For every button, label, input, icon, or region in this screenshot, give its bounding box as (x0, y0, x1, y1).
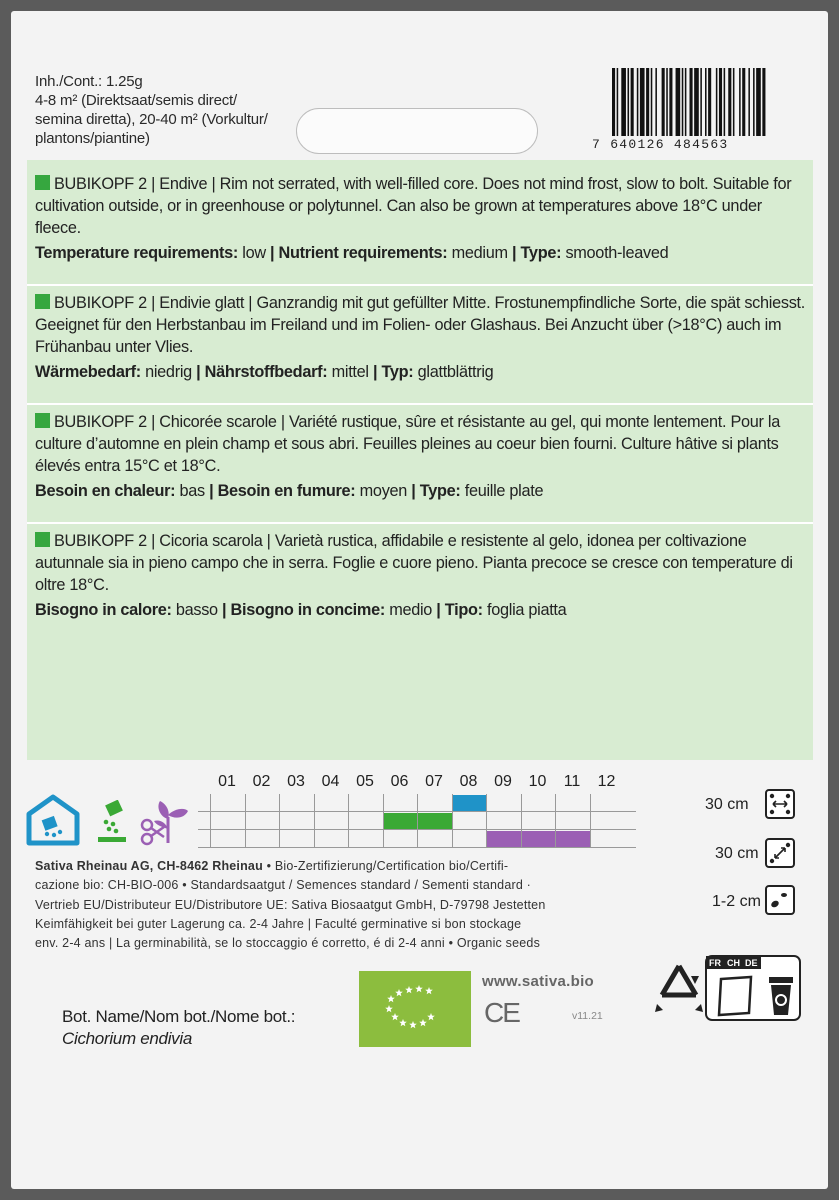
greenhouse-sowing-icon (26, 794, 80, 846)
sowing-depth-icon (765, 885, 795, 915)
contents-line: semina diretta), 20-40 m² (Vorkultur/ (35, 111, 268, 128)
requirements-line: Temperature requirements: low | Nutrient requirements: medium | Type: smooth-leaved (35, 244, 669, 262)
barcode-bar (621, 68, 626, 136)
requirements-line: Wärmebedarf: niedrig | Nährstoffbedarf: mittel | Typ: glattblättrig (35, 363, 494, 381)
barcode-bar (685, 68, 687, 136)
calendar-cell (521, 812, 555, 830)
calendar-cell (590, 830, 624, 848)
ce-mark: CE (484, 997, 519, 1028)
calendar-row (198, 812, 636, 830)
barcode-bar (640, 68, 645, 136)
req-label: Besoin en fumure: (217, 482, 356, 500)
calendar-cell (417, 830, 451, 848)
req-value: foglia piatta (487, 601, 567, 619)
barcode-bar (628, 68, 630, 136)
barcode-bar (646, 68, 649, 136)
contents-line: Inh./Cont.: 1.25g (35, 73, 143, 90)
barcode-bar (733, 68, 735, 136)
recycle-disposal-icon (705, 955, 801, 1021)
barcode-image (612, 68, 817, 136)
req-label: Temperature requirements: (35, 244, 239, 262)
green-square-icon (35, 175, 50, 190)
calendar-period-fill (522, 831, 556, 847)
calendar-cell (210, 794, 244, 812)
calendar-cell (245, 830, 279, 848)
barcode-bar (762, 68, 765, 136)
section-divider (27, 522, 813, 524)
barcode-bar (662, 68, 665, 136)
company-info (35, 857, 635, 953)
section-intro: BUBIKOPF 2 | Cicoria scarola | Varietà rustica, affidabile e resistente al gelo, idonea per coltivazione autunnale sia in pieno campo che in serra. Foglie e cuore pieno. Pianta precoce se cresce con temperature di oltre 18°C. (35, 532, 793, 594)
barcode-bar (719, 68, 722, 136)
calendar-month-label: 05 (356, 773, 374, 790)
harvest-icon (138, 795, 190, 847)
calendar-month-label: 12 (597, 773, 616, 790)
calendar-month-label: 03 (287, 773, 305, 790)
company-name: Sativa Rheinau AG, CH-8462 Rheinau (35, 859, 263, 873)
calendar-cell (279, 794, 313, 812)
calendar-month-label: 01 (218, 773, 236, 790)
country-code-fr: FR (709, 958, 721, 968)
section-divider (27, 284, 813, 286)
req-label: Besoin en chaleur: (35, 482, 176, 500)
section-english (35, 173, 805, 264)
barcode-bar (705, 68, 707, 136)
barcode-bar (666, 68, 668, 136)
req-value: basso (175, 601, 218, 619)
req-label: Type: (520, 244, 562, 262)
barcode-bar (690, 68, 693, 136)
req-label: Typ: (381, 363, 414, 381)
calendar-cell (590, 794, 624, 812)
calendar-month-label: 11 (563, 773, 581, 790)
calendar-cell (555, 812, 589, 830)
barcode-bar (742, 68, 745, 136)
barcode-bar (637, 68, 639, 136)
barcode-bar (682, 68, 684, 136)
calendar-row (198, 830, 636, 848)
req-label: Nutrient requirements: (278, 244, 448, 262)
calendar-cell (452, 812, 486, 830)
eu-star (425, 987, 433, 994)
calendar-period-fill (384, 813, 418, 829)
row-spacing-icon (765, 789, 795, 819)
calendar-cell (348, 794, 382, 812)
section-german (35, 292, 805, 383)
plant-spacing-icon (765, 838, 795, 868)
calendar-cell (314, 812, 348, 830)
req-value: feuille plate (464, 482, 544, 500)
barcode-bar (612, 68, 615, 136)
contents-info (35, 72, 268, 148)
spacing-row-label: 30 cm (705, 796, 749, 813)
eu-star (405, 986, 413, 993)
calendar-cell (555, 794, 589, 812)
calendar-cell (383, 794, 417, 812)
barcode-bar (700, 68, 702, 136)
calendar-month-label: 02 (252, 773, 271, 790)
req-label: Tipo: (444, 601, 483, 619)
barcode-bar (676, 68, 681, 136)
barcode-bar (655, 68, 657, 136)
calendar-cell (279, 830, 313, 848)
barcode-bar (617, 68, 619, 136)
barcode-bar (753, 68, 755, 136)
hang-hole (296, 108, 538, 154)
barcode-bar (739, 68, 741, 136)
calendar-cell (590, 812, 624, 830)
calendar-cell (245, 812, 279, 830)
calendar-cell (383, 830, 417, 848)
barcode-bar (728, 68, 731, 136)
calendar-cell (417, 794, 451, 812)
req-value: medium (451, 244, 508, 262)
company-text: Vertrieb EU/Distributeur EU/Distributore UE: Sativa Biosaatgut GmbH, D-79798 Jestetten (35, 897, 546, 912)
calendar-cell (486, 812, 520, 830)
eu-star (415, 985, 423, 992)
barcode-bar (724, 68, 726, 136)
req-label: Wärmebedarf: (35, 363, 141, 381)
barcode-bar (748, 68, 750, 136)
green-square-icon (35, 294, 50, 309)
calendar-cell (245, 794, 279, 812)
calendar-cell (348, 812, 382, 830)
green-square-icon (35, 413, 50, 428)
eu-star (385, 1005, 393, 1012)
calendar-cell (348, 830, 382, 848)
req-value: smooth-leaved (565, 244, 669, 262)
eu-star (419, 1019, 427, 1026)
section-italian (35, 530, 805, 621)
req-label: Bisogno in concime: (230, 601, 385, 619)
requirements-line: Bisogno in calore: basso | Bisogno in concime: medio | Tipo: foglia piatta (35, 601, 567, 619)
barcode-bar (631, 68, 634, 136)
section-divider (27, 403, 813, 405)
req-value: glattblättrig (417, 363, 494, 381)
calendar-month-label: 08 (459, 773, 478, 790)
barcode-bar (716, 68, 718, 136)
req-value: bas (179, 482, 205, 500)
barcode-bar (669, 68, 672, 136)
botanical-name-value: Cichorium endivia (62, 1029, 193, 1048)
section-intro: BUBIKOPF 2 | Endive | Rim not serrated, with well-filled core. Does not mind frost, slow to bolt. Suitable for cultivation outside, or in greenhouse or polytunnel. Can also be grown at temperatures above 18°C under fleece. (35, 175, 792, 237)
calendar-row-line (198, 847, 636, 848)
calendar-cell (279, 812, 313, 830)
eu-star (387, 995, 395, 1002)
eu-star (391, 1013, 399, 1020)
calendar-cell (452, 830, 486, 848)
section-intro: BUBIKOPF 2 | Endivie glatt | Ganzrandig mit gut gefüllter Mitte. Frostunempfindliche Sorte, die spät schiesst. Geeignet für den Herbstanbau im Freiland und im Folien- oder Glashaus. Bei Anzucht über (>18°C) auch im Frühanbau unter Vlies. (35, 294, 805, 356)
calendar-cell (486, 794, 520, 812)
eu-organic-logo (359, 971, 471, 1047)
calendar-month-label: 07 (425, 773, 443, 790)
eu-star (409, 1021, 417, 1028)
country-code-de: DE (745, 958, 758, 968)
req-label: Bisogno in calore: (35, 601, 172, 619)
sowing-depth-label: 1-2 cm (712, 893, 761, 910)
company-text: Keimfähigkeit bei guter Lagerung ca. 2-4 Jahre | Faculté germinative si bon stockage (35, 916, 522, 931)
req-value: medio (389, 601, 433, 619)
calendar-cell (314, 794, 348, 812)
calendar-month-label: 10 (528, 773, 547, 790)
barcode-bar (756, 68, 761, 136)
calendar-cell (210, 830, 244, 848)
calendar-cell (314, 830, 348, 848)
req-label: Type: (419, 482, 461, 500)
calendar-cell (521, 794, 555, 812)
botanical-name (62, 1006, 295, 1050)
calendar-month-label: 04 (321, 773, 340, 790)
barcode-bar (708, 68, 711, 136)
contents-line: 4-8 m² (Direktsaat/semis direct/ (35, 92, 237, 109)
botanical-name-label: Bot. Name/Nom bot./Nome bot.: (62, 1007, 296, 1026)
calendar-period-fill (418, 813, 452, 829)
req-value: low (242, 244, 266, 262)
company-text: env. 2-4 ans | La germinabilità, se lo stoccaggio é corretto, é di 2-4 anni • Organic seeds (35, 936, 541, 951)
eu-star (427, 1013, 435, 1020)
outdoor-sowing-icon (94, 800, 130, 844)
calendar-period-fill (453, 795, 487, 811)
eu-star (395, 989, 403, 996)
recycling-icon (651, 962, 707, 1014)
barcode-bar (651, 68, 653, 136)
req-value: mittel (331, 363, 369, 381)
requirements-line: Besoin en chaleur: bas | Besoin en fumure: moyen | Type: feuille plate (35, 482, 544, 500)
calendar-period-fill (487, 831, 521, 847)
calendar-month-label: 06 (390, 773, 409, 790)
green-square-icon (35, 532, 50, 547)
section-intro: BUBIKOPF 2 | Chicorée scarole | Variété rustique, sûre et résistante au gel, qui monte lentement. Pour la culture d’automne en plein champ et sous abri. Feuilles pleines au coeur bien fourni. Culture hâtive si plants élevés entra 15°C et 18°C. (35, 413, 780, 475)
company-text: • Bio-Zertifizierung/Certification bio/Certifi- (262, 859, 509, 873)
website-url: www.sativa.bio (482, 973, 595, 990)
version-label: v11.21 (572, 1010, 603, 1022)
contents-line: plantons/piantine) (35, 130, 150, 147)
eu-star (399, 1019, 407, 1026)
company-text: cazione bio: CH-BIO-006 • Standardsaatgut / Semences standard / Sementi standard · (35, 878, 532, 893)
req-value: moyen (359, 482, 408, 500)
spacing-plant-label: 30 cm (715, 845, 759, 862)
calendar-cell (210, 812, 244, 830)
barcode-number: 7 640126 484563 (592, 137, 729, 152)
section-french (35, 411, 805, 502)
req-label: Nährstoffbedarf: (204, 363, 328, 381)
calendar-row (198, 794, 636, 812)
calendar-period-fill (556, 831, 590, 847)
req-value: niedrig (145, 363, 192, 381)
country-code-ch: CH (727, 958, 740, 968)
barcode-bar (694, 68, 699, 136)
calendar-month-label: 09 (494, 773, 512, 790)
